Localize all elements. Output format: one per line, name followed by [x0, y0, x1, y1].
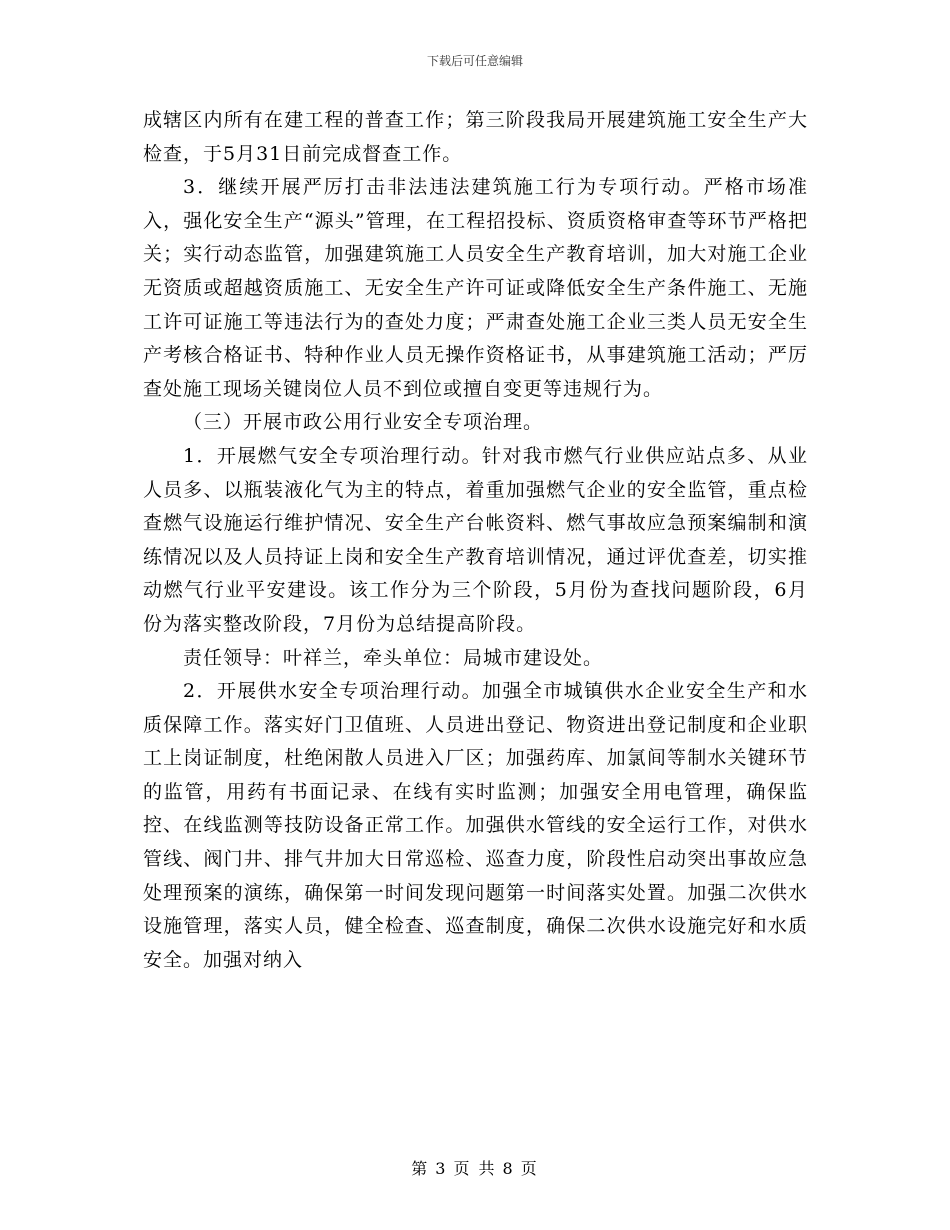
paragraph-responsibility: 责任领导：叶祥兰，牵头单位：局城市建设处。 [183, 646, 604, 669]
page-current: 3 [435, 1159, 448, 1178]
document-body [143, 104, 808, 977]
section-heading-3: （三）开展市政公用行业安全专项治理。 [183, 411, 544, 434]
page-total: 8 [502, 1159, 515, 1178]
paragraph-gas-safety: 1．开展燃气安全专项治理行动。针对我市燃气行业供应站点多、从业人员多、以瓶装液化气为主的特点，着重加强燃气企业的安全监管，重点检查燃气设施运行维护情况、安全生产台帐资料、燃气事故应急预案编制和演练情况以及人员持证上岗和安全生产教育培训情况，通过评优查差，切实推动燃气行业平安建设。该工作分为三个阶段，5月份为查找问题阶段，6月份为落实整改阶段，7月份为总结提高阶段。 [143, 444, 808, 635]
page-suffix: 页 [520, 1159, 539, 1178]
page-mid: 页 共 [453, 1159, 497, 1178]
page-prefix: 第 [411, 1159, 430, 1178]
paragraph-continuation: 成辖区内所有在建工程的普查工作；第三阶段我局开展建筑施工安全生产大检查，于5月31日前完成督查工作。 [143, 109, 808, 165]
paragraph-item-3: 3．继续开展严厉打击非法违法建筑施工行为专项行动。严格市场准入，强化安全生产“源头”管理，在工程招投标、资质资格审查等环节严格把关；实行动态监管，加强建筑施工人员安全生产教育培训，加大对施工企业无资质或超越资质施工、无安全生产许可证或降低安全生产条件施工、无施工许可证施工等违法行为的查处力度；严肃查处施工企业三类人员无安全生产考核合格证书、特种作业人员无操作资格证书，从事建筑施工活动；严厉查处施工现场关键岗位人员不到位或擅自变更等违规行为。 [143, 176, 808, 400]
paragraph-water-safety: 2．开展供水安全专项治理行动。加强全市城镇供水企业安全生产和水质保障工作。落实好门卫值班、人员进出登记、物资进出登记制度和企业职工上岗证制度，杜绝闲散人员进入厂区；加强药库、加氯间等制水关键环节的监管，用药有书面记录、在线有实时监测；加强安全用电管理，确保监控、在线监测等技防设备正常工作。加强供水管线的安全运行工作，对供水管线、阀门井、排气井加大日常巡检、巡查力度，阶段性启动突出事故应急处理预案的演练，确保第一时间发现问题第一时间落实处置。加强二次供水设施管理，落实人员，健全检查、巡查制度，确保二次供水设施完好和水质安全。加强对纳入 [143, 680, 808, 971]
page-number-footer [0, 1156, 950, 1179]
page-header-note: 下载后可任意编辑 [426, 54, 523, 68]
